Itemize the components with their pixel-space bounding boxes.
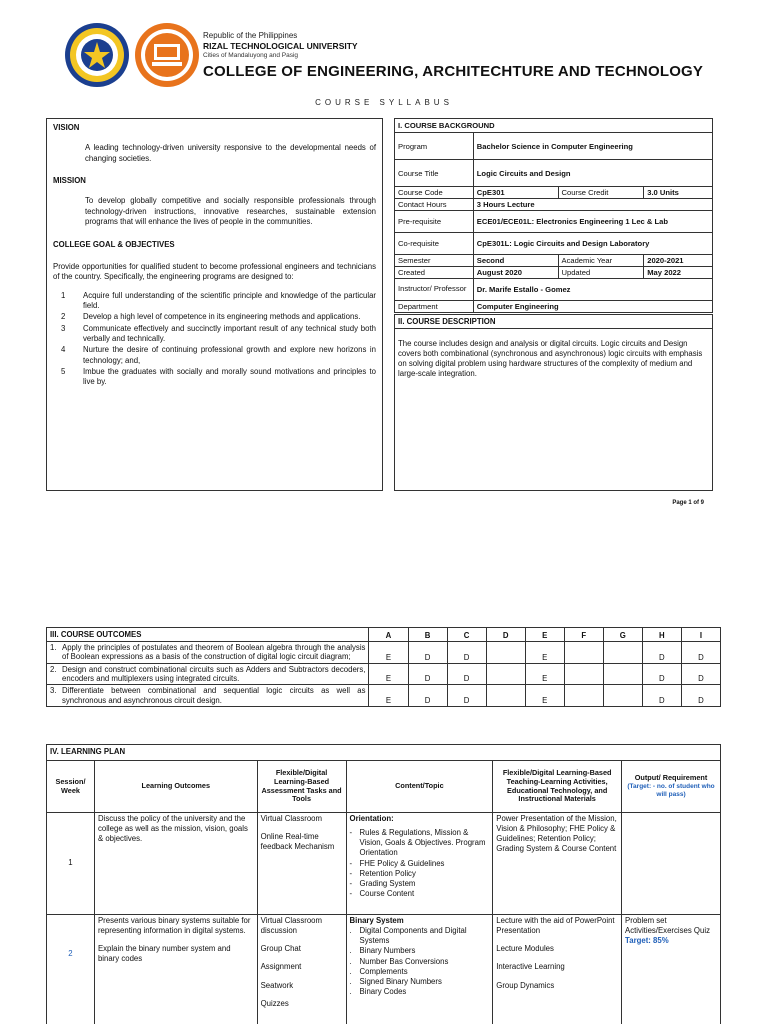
list-item: 5 Imbue the graduates with socially and morally sound motivations and principles to live by. bbox=[61, 367, 376, 387]
outcome-col-header: D bbox=[486, 628, 525, 642]
outcome-col-header: B bbox=[408, 628, 447, 642]
list-item: 4 Nurture the desire of continuing professional growth and explore new horizons in technology; and, bbox=[61, 345, 376, 365]
created-value: August 2020 bbox=[473, 267, 558, 279]
course-title-label: Course Title bbox=[395, 160, 474, 187]
activities-cell: Power Presentation of the Mission, Vision & Philosophy; FHE Policy & Guidelines; Retention Policy; Grading System & Course Content bbox=[493, 813, 622, 915]
list-item: 3 Communicate effectively and succinctly important result of any technical study both verbally and technically. bbox=[61, 323, 376, 344]
goal-heading: COLLEGE GOAL & OBJECTIVES bbox=[53, 239, 175, 249]
assessment-header: Flexible/Digital Learning-Based Assessment Tasks and Tools bbox=[257, 761, 346, 813]
table-row: 1. Apply the principles of postulates and theorem of Boolean algebra through the analysis of Boolean expressions as a basis of the construction of digital logic circuit diagram; E D D E D D bbox=[47, 642, 721, 664]
activities-cell: Lecture with the aid of PowerPoint Presentation Lecture Modules Interactive Learning Group Dynamics bbox=[493, 915, 622, 1024]
table-row: 3. Differentiate between combinational and sequential logic circuits as well as synchronous and asynchronous circuit design. E D D E D D bbox=[47, 685, 721, 707]
session-header: Session/ Week bbox=[47, 761, 95, 813]
table-row bbox=[47, 813, 721, 915]
republic-line: Republic of the Philippines bbox=[203, 31, 298, 40]
table-row: 2. Design and construct combinational circuits such as Adders and Subtractors decoders, encoders and multiplexers using integrated circuits. E D D E D D bbox=[47, 663, 721, 685]
college-logo bbox=[134, 22, 200, 88]
outcome-col-header: E bbox=[525, 628, 564, 642]
prerequisite-value: ECE01/ECE01L: Electronics Engineering 1 Lec & Lab bbox=[473, 211, 712, 233]
table-row bbox=[47, 915, 721, 1024]
learning-plan-table bbox=[46, 744, 721, 1024]
course-description-heading: II. COURSE DESCRIPTION bbox=[395, 315, 712, 329]
output-cell: Problem set Activities/Exercises Quiz Target: 85% bbox=[622, 915, 721, 1024]
outcome-col-header: H bbox=[642, 628, 681, 642]
course-code-value: CpE301 bbox=[473, 187, 558, 199]
vision-mission-box bbox=[46, 118, 383, 491]
document-header bbox=[0, 0, 768, 107]
contact-hours-label: Contact Hours bbox=[395, 199, 474, 211]
session-number: 1 bbox=[47, 813, 95, 915]
list-item: 2 Develop a high level of competence in its engineering methods and applications. bbox=[61, 312, 361, 322]
course-background-heading: I. COURSE BACKGROUND bbox=[395, 119, 713, 133]
prerequisite-label: Pre-requisite bbox=[395, 211, 474, 233]
course-credit-label: Course Credit bbox=[558, 187, 644, 199]
output-header: Output/ Requirement (Target: - no. of student who will pass) bbox=[622, 761, 721, 813]
learning-plan-heading: IV. LEARNING PLAN bbox=[47, 745, 721, 761]
contact-hours-value: 3 Hours Lecture bbox=[473, 199, 712, 211]
department-label: Department bbox=[395, 301, 474, 313]
semester-value: Second bbox=[473, 255, 558, 267]
output-cell bbox=[622, 813, 721, 915]
learning-outcome: Discuss the policy of the university and the college as well as the mission, vision, goals & objectives. bbox=[94, 813, 257, 915]
outcome-col-header: F bbox=[564, 628, 603, 642]
page-number: Page 1 of 9 bbox=[672, 500, 704, 506]
outcome-col-header: G bbox=[603, 628, 642, 642]
academic-year-label: Academic Year bbox=[558, 255, 644, 267]
department-value: Computer Engineering bbox=[473, 301, 712, 313]
session-number: 2 bbox=[47, 915, 95, 1024]
updated-label: Updated bbox=[558, 267, 644, 279]
corequisite-label: Co-requisite bbox=[395, 233, 474, 255]
university-name: RIZAL TECHNOLOGICAL UNIVERSITY bbox=[203, 41, 358, 51]
outcome-col-header: C bbox=[447, 628, 486, 642]
updated-value: May 2022 bbox=[644, 267, 713, 279]
course-title-value: Logic Circuits and Design bbox=[473, 160, 712, 187]
corequisite-value: CpE301L: Logic Circuits and Design Laboratory bbox=[473, 233, 712, 255]
assessment-cell: Virtual Classroom Online Real-time feedback Mechanism bbox=[257, 813, 346, 915]
instructor-value: Dr. Marife Estallo - Gomez bbox=[473, 279, 712, 301]
activities-header: Flexible/Digital Learning-Based Teaching-Learning Activities, Educational Technology, and Instructional Materials bbox=[493, 761, 622, 813]
course-background-table bbox=[394, 118, 713, 313]
program-label: Program bbox=[395, 133, 474, 160]
course-code-label: Course Code bbox=[395, 187, 474, 199]
course-outcomes-heading: III. COURSE OUTCOMES bbox=[47, 628, 369, 642]
university-seal-logo bbox=[64, 22, 130, 88]
document-title: COURSE SYLLABUS bbox=[315, 98, 453, 107]
course-outcomes-table bbox=[46, 627, 721, 707]
created-label: Created bbox=[395, 267, 474, 279]
outcome-col-header: I bbox=[681, 628, 720, 642]
program-value: Bachelor Science in Computer Engineering bbox=[473, 133, 712, 160]
content-cell: Binary System . Digital Components and Digital Systems . Binary Numbers . Number Bas Conversions . Complements . Signed Binary Numbers . Binary Codes bbox=[346, 915, 493, 1024]
goals-list bbox=[53, 291, 376, 388]
course-credit-value: 3.0 Units bbox=[644, 187, 713, 199]
content-header: Content/Topic bbox=[346, 761, 493, 813]
goal-text: Provide opportunities for qualified student to become professional engineers and technicians of the country. Specifically, the engineering programs are designed to: bbox=[53, 261, 376, 282]
assessment-cell: Virtual Classroom discussion Group Chat Assignment Seatwork Quizzes bbox=[257, 915, 346, 1024]
mission-heading: MISSION bbox=[53, 176, 86, 186]
course-description-box bbox=[394, 314, 713, 491]
learning-outcome: Presents various binary systems suitable for representing information in digital systems. Explain the binary number system and binary codes bbox=[94, 915, 257, 1024]
vision-heading: VISION bbox=[53, 123, 80, 132]
vision-text: A leading technology-driven university responsive to the developmental needs of changing societies. bbox=[85, 143, 376, 163]
course-description-text: The course includes design and analysis or digital circuits. Logic circuits and Design covers both combinational (synchronous and asynchronous) logic circuits with emphasis on solving digital problem using hardware structures of the complexity of medium and large-scale integration. bbox=[398, 339, 703, 379]
list-item: 1 Acquire full understanding of the scientific principle and knowledge of the particular field. bbox=[61, 290, 376, 310]
semester-label: Semester bbox=[395, 255, 474, 267]
learning-outcomes-header: Learning Outcomes bbox=[94, 761, 257, 813]
college-name: COLLEGE OF ENGINEERING, ARCHITECHTURE AND TECHNOLOGY bbox=[203, 63, 704, 80]
cities-line: Cities of Mandaluyong and Pasig bbox=[203, 52, 299, 59]
outcome-col-header: A bbox=[369, 628, 408, 642]
instructor-label: Instructor/ Professor bbox=[395, 279, 474, 301]
academic-year-value: 2020-2021 bbox=[644, 255, 713, 267]
mission-text: To develop globally competitive and socially responsible professionals through technology-driven instructions, innovative researches, sustainable extension programs that will enhance the lives of people in the communities. bbox=[85, 196, 376, 227]
content-cell: Orientation: - Rules & Regulations, Mission & Vision, Goals & Objectives. Program Orientation - FHE Policy & Guidelines - Retention Policy - Grading System - Course Content bbox=[346, 813, 493, 915]
